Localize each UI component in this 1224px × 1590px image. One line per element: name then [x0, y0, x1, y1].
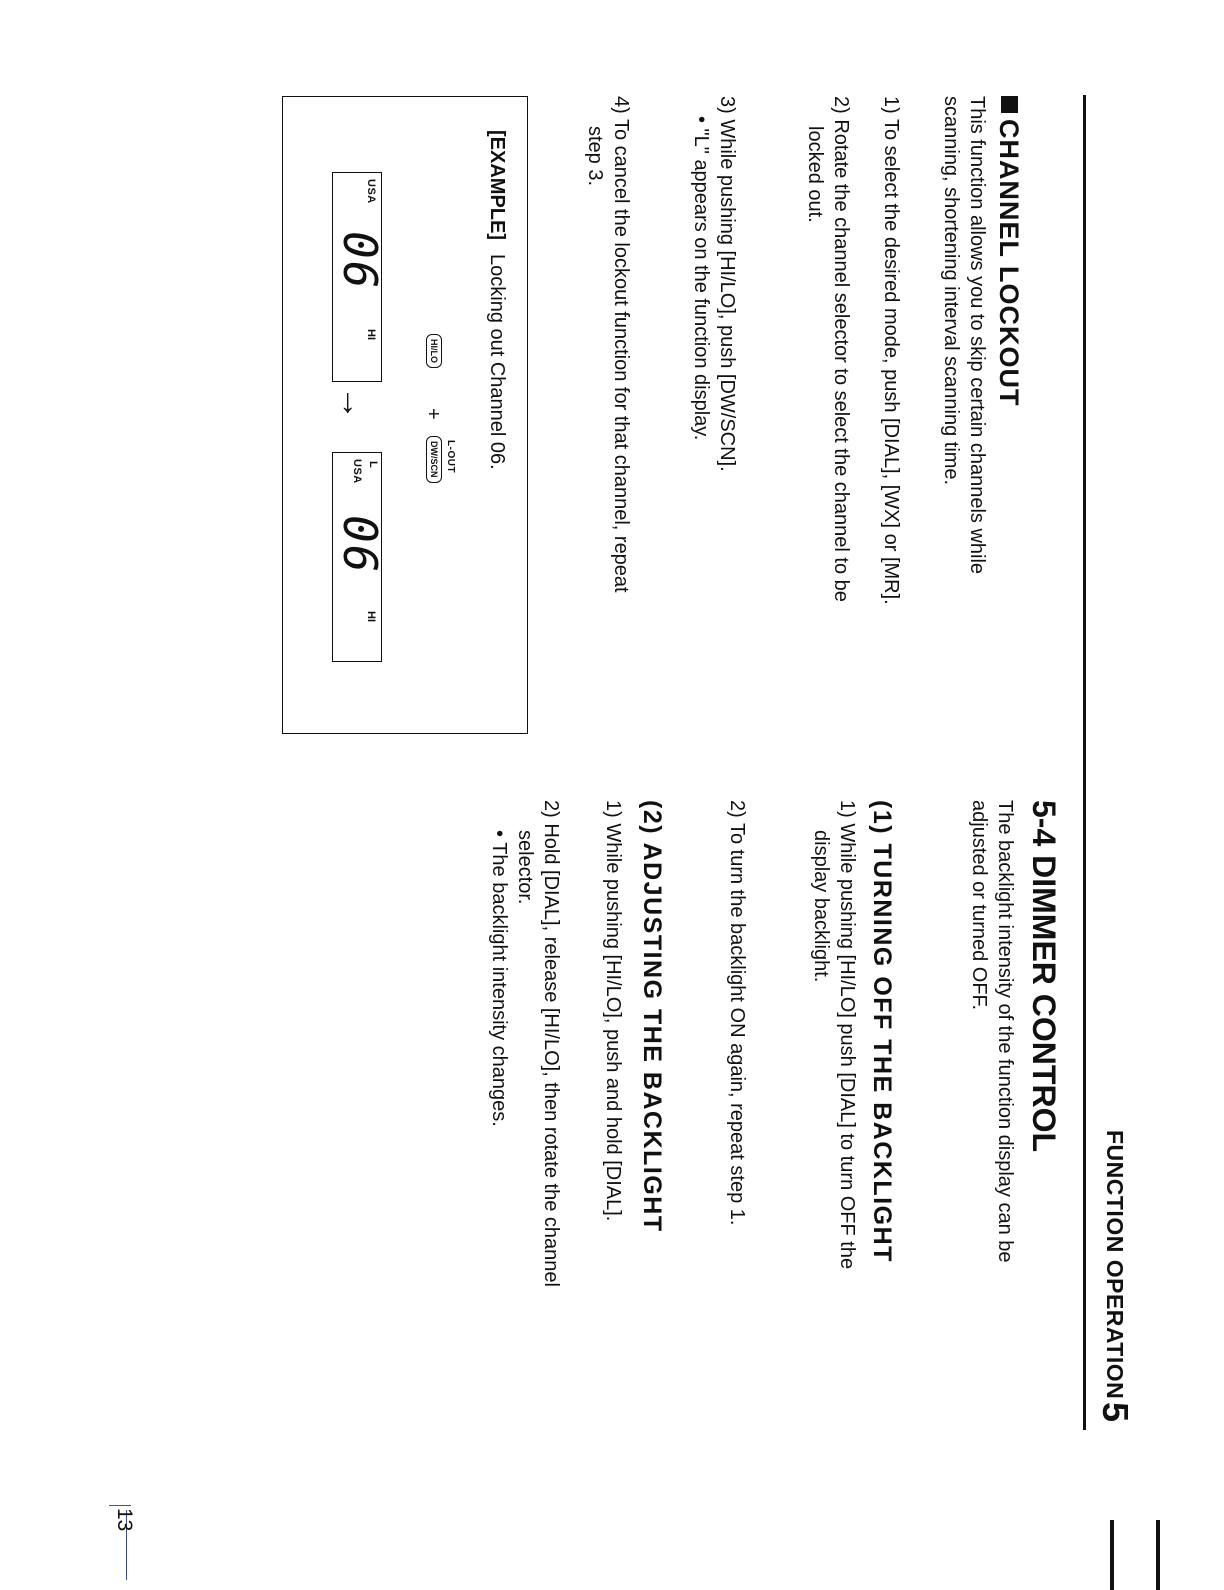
step-line: 1) While pushing [HI/LO] push [DIAL] to turn OFF the — [836, 800, 858, 1270]
step-line: 4) To cancel the lockout function for that channel, repeat — [610, 96, 632, 593]
dimmer-sub2-step-2 — [486, 800, 564, 1440]
hi-lo-key: HI/LO — [426, 334, 442, 368]
dimmer-control-title: 5-4 DIMMER CONTROL — [1026, 800, 1062, 1152]
lcd-region: USA — [365, 179, 377, 204]
step-line: 2) Rotate the channel selector to select the channel to be — [830, 96, 852, 602]
dimmer-sub1-step-1 — [808, 800, 860, 1420]
square-bullet-icon — [1001, 96, 1018, 113]
step-line: locked out. — [804, 126, 826, 223]
lcd-power: HI — [365, 611, 377, 622]
lockout-step-2 — [802, 96, 854, 726]
step-line: selector. — [514, 830, 536, 905]
dimmer-sub1-step-2: 2) To turn the backlight ON again, repeat step 1. — [726, 800, 748, 1226]
step-line: display backlight. — [810, 830, 832, 983]
lockout-step-3 — [688, 96, 740, 726]
lockout-step-4 — [582, 96, 634, 726]
header-rule — [1083, 95, 1086, 1430]
page-number: 13 — [113, 1508, 136, 1532]
section-title: FUNCTION OPERATION — [1102, 1130, 1128, 1400]
lcd-power: HI — [365, 329, 377, 340]
intro-line: The backlight intensity of the function display can be — [994, 800, 1016, 1263]
intro-line: scanning, shortening interval scanning time. — [940, 96, 962, 486]
dimmer-intro — [966, 800, 1018, 1420]
channel-lockout-heading — [993, 96, 1024, 407]
scan-mark — [1156, 1520, 1160, 1590]
turning-off-backlight-heading: (1) TURNING OFF THE BACKLIGHT — [868, 800, 896, 1263]
channel-lockout-intro — [938, 96, 990, 696]
arrow-right-icon: → — [334, 386, 372, 420]
plus-sign: + — [422, 408, 444, 420]
step-bullet: • "L" appears on the function display. — [690, 116, 712, 441]
lcd-lockout-indicator: L — [367, 461, 379, 468]
scan-mark — [1110, 1520, 1114, 1590]
adjusting-backlight-heading: (2) ADJUSTING THE BACKLIGHT — [638, 800, 666, 1233]
lockout-key-label: L-OUT — [445, 440, 456, 474]
lcd-channel: 06 — [333, 231, 387, 291]
intro-line: This function allows you to skip certain channels while — [966, 96, 988, 575]
dw-scn-key: DW/SCN — [426, 436, 442, 483]
example-tag: [EXAMPLE] — [486, 130, 508, 240]
step-line: 3) While pushing [HI/LO], push [DW/SCN]. — [716, 96, 738, 472]
lcd-display-after — [332, 452, 387, 662]
channel-lockout-title: CHANNEL LOCKOUT — [994, 119, 1024, 407]
lcd-region: USA — [351, 459, 363, 484]
example-label — [485, 130, 508, 470]
step-line: 2) Hold [DIAL], release [HI/LO], then rotate the channel — [540, 800, 562, 1287]
lockout-step-1: 1) To select the desired mode, push [DIAL], [WX] or [MR]. — [880, 96, 902, 605]
example-caption: Locking out Channel 06. — [486, 254, 508, 470]
step-bullet: • The backlight intensity changes. — [488, 830, 510, 1127]
step-line: step 3. — [584, 126, 606, 187]
lcd-channel: 06 — [333, 515, 387, 575]
corner-tick — [109, 1505, 131, 1506]
lcd-display-before — [332, 172, 387, 382]
dimmer-sub2-step-1: 1) While pushing [HI/LO], push and hold [DIAL]. — [602, 800, 624, 1222]
intro-line: adjusted or turned OFF. — [968, 800, 990, 1011]
section-number: 5 — [1095, 1402, 1136, 1423]
